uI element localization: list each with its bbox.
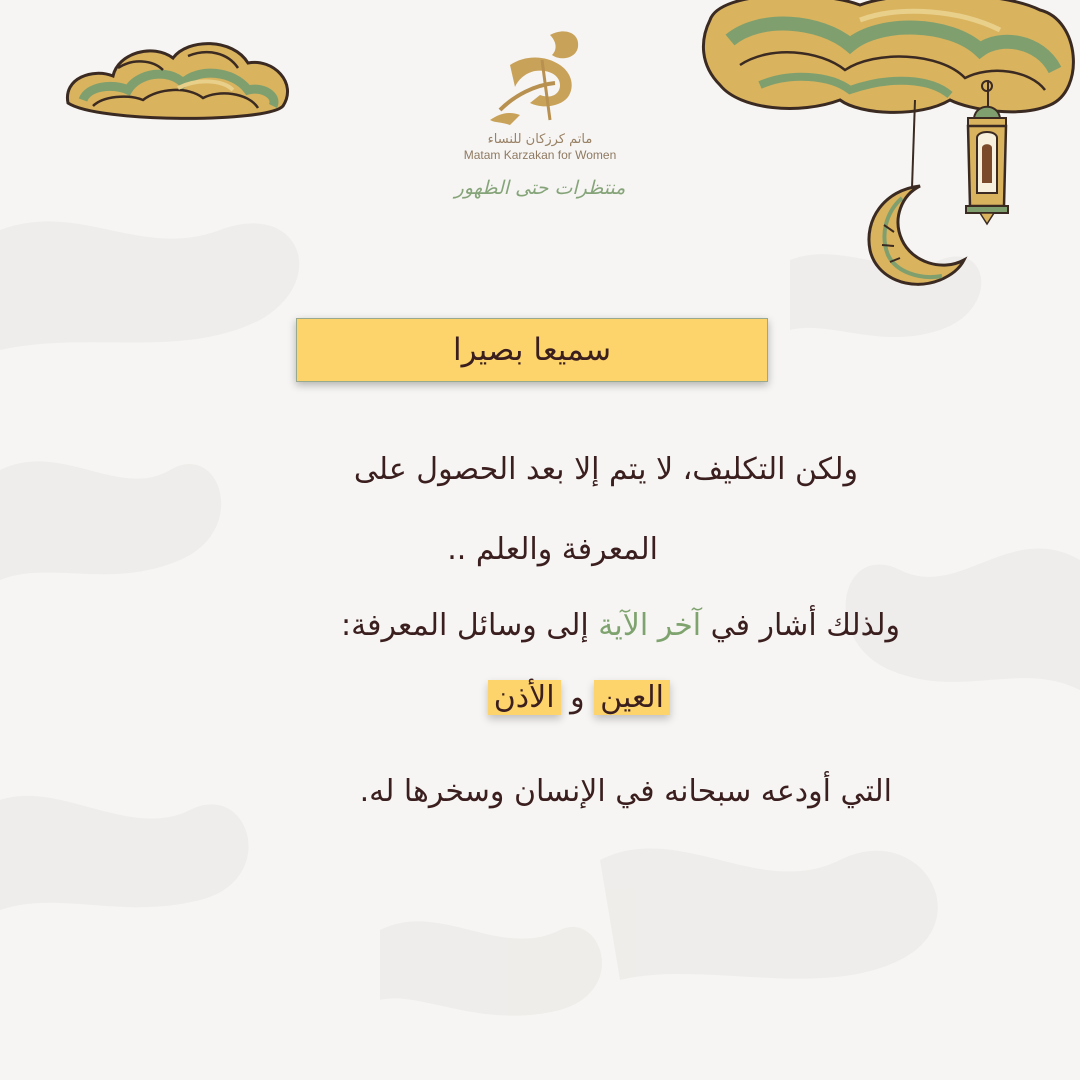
logo-slogan: منتظرات حتى الظهور xyxy=(454,177,626,199)
body-line-3-highlight: آخر الآية xyxy=(598,608,702,643)
body-line-4-connector: و xyxy=(560,680,595,715)
logo-name-ar: ماتم كرزكان للنساء xyxy=(487,132,593,147)
logo xyxy=(430,25,650,240)
logo-name-en: Matam Karzakan for Women xyxy=(463,148,617,162)
highlight-word-eye: العين xyxy=(594,680,670,715)
highlight-word-ear: الأذن xyxy=(488,680,561,715)
cloud-left-icon xyxy=(58,28,298,128)
logo-mark-icon xyxy=(480,25,600,130)
cloud-right-icon xyxy=(700,0,1080,120)
body-line-2: المعرفة والعلم .. xyxy=(447,532,658,567)
body-line-4 xyxy=(488,680,670,715)
title-banner xyxy=(296,318,768,382)
body-line-3-before: ولذلك أشار في xyxy=(701,608,900,643)
title-text: سميعا بصيرا xyxy=(452,332,612,368)
body-line-1: ولكن التكليف، لا يتم إلا بعد الحصول على xyxy=(353,452,858,487)
lantern-icon xyxy=(962,78,1012,228)
body-line-3-after: إلى وسائل المعرفة: xyxy=(340,608,599,643)
body-line-5: التي أودعه سبحانه في الإنسان وسخرها له. xyxy=(359,774,892,809)
crescent-moon-icon xyxy=(862,180,972,290)
body-line-3 xyxy=(341,608,900,643)
